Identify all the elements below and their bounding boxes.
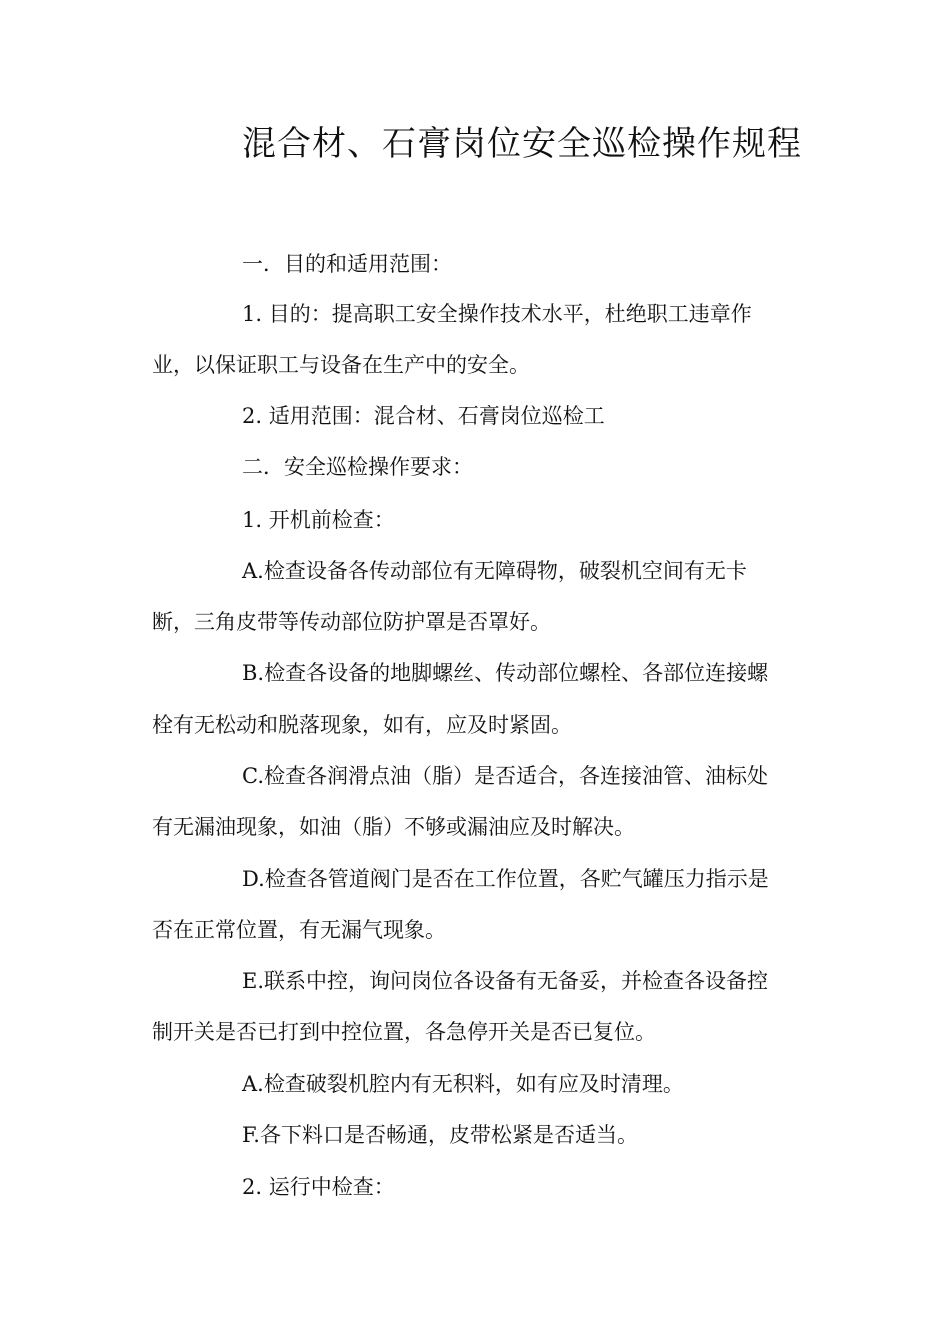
subsection-heading: 2. 运行中检查： [242, 1175, 395, 1199]
paragraph-line: 制开关是否已打到中控位置，各急停开关是否已复位。 [152, 1020, 656, 1044]
section-heading-purpose-scope: 一．目的和适用范围： [242, 252, 452, 276]
paragraph-line: B.检查各设备的地脚螺丝、传动部位螺栓、各部位连接螺 [242, 661, 769, 685]
paragraph-line: A.检查破裂机腔内有无积料，如有应及时清理。 [242, 1072, 684, 1096]
paragraph-line: 2. 适用范围：混合材、石膏岗位巡检工 [242, 404, 605, 428]
document-title: 混合材、石膏岗位安全巡检操作规程 [242, 124, 802, 164]
section-heading-requirements: 二．安全巡检操作要求： [242, 455, 473, 479]
subsection-heading: 1. 开机前检查： [242, 508, 395, 532]
paragraph-line: F.各下料口是否畅通，皮带松紧是否适当。 [242, 1123, 638, 1147]
paragraph-line: E.联系中控，询问岗位各设备有无备妥，并检查各设备控 [242, 969, 769, 993]
paragraph-line: 否在正常位置，有无漏气现象。 [152, 918, 446, 942]
paragraph-line: 栓有无松动和脱落现象，如有，应及时紧固。 [152, 713, 572, 737]
paragraph-line: C.检查各润滑点油（脂）是否适合，各连接油管、油标处 [242, 764, 768, 788]
paragraph-line: 1. 目的：提高职工安全操作技术水平，杜绝职工违章作 [242, 302, 752, 326]
paragraph-line: A.检查设备各传动部位有无障碍物，破裂机空间有无卡 [242, 559, 747, 583]
paragraph-line: 有无漏油现象，如油（脂）不够或漏油应及时解决。 [152, 815, 635, 839]
paragraph-line: D.检查各管道阀门是否在工作位置，各贮气罐压力指示是 [242, 867, 769, 891]
paragraph-line: 断，三角皮带等传动部位防护罩是否罩好。 [152, 610, 551, 634]
paragraph-line: 业，以保证职工与设备在生产中的安全。 [152, 353, 530, 377]
